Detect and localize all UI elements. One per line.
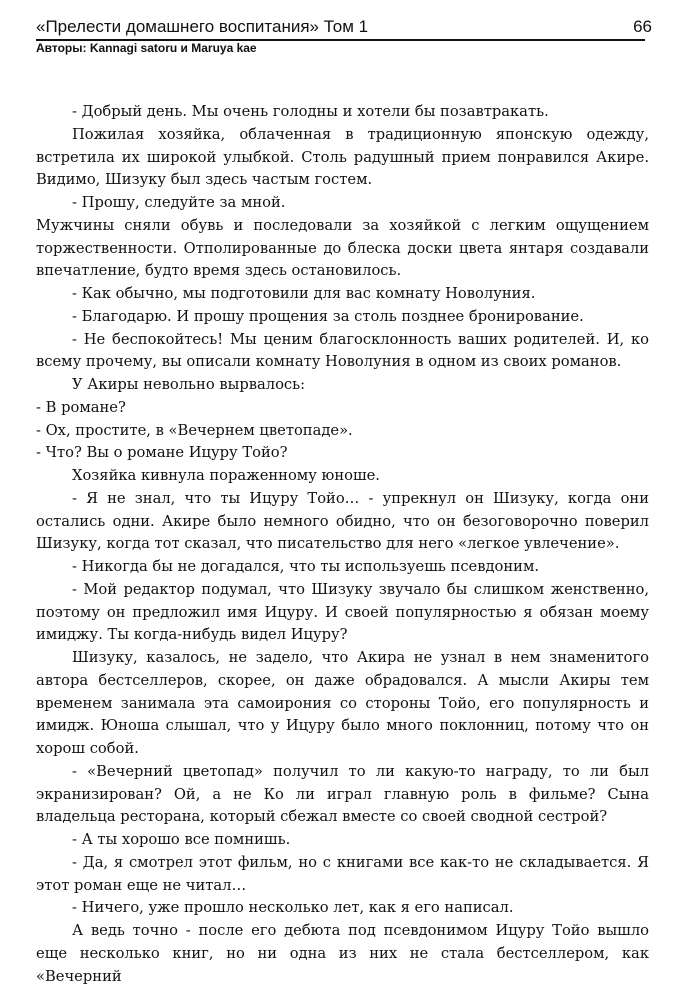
paragraph: - «Вечерний цветопад» получил то ли какую-то награду, то ли был экранизирован? Ой, а не Ко ли играл главную роль в фильме? Сына владельца ресторана, который сбежал вместе со своей сводной сестрой? xyxy=(36,762,649,826)
document-body xyxy=(36,101,649,988)
paragraph: Мужчины сняли обувь и последовали за хозяйкой с легким ощущением торжественности. Отполированные до блеска доски цвета янтаря создавали впечатление, будто время здесь остановилось. xyxy=(36,216,649,280)
page-header xyxy=(36,14,650,58)
paragraph: - Что? Вы о романе Ицуру Тойо? xyxy=(36,444,288,462)
paragraph: - Никогда бы не догадался, что ты используешь псевдоним. xyxy=(72,558,540,575)
paragraph: - Прошу, следуйте за мной. xyxy=(72,194,286,211)
paragraph: У Акиры невольно вырвалось: xyxy=(72,376,306,393)
paragraph: - Ничего, уже прошло несколько лет, как я его написал. xyxy=(72,899,514,917)
paragraph: - Мой редактор подумал, что Шизуку звучало бы слишком женственно, поэтому он предложил имя Ицуру. И своей популярностью я обязан моему имиджу. Ты когда-нибудь видел Ицуру? xyxy=(36,580,649,644)
authors-line: Авторы: Kannagi satoru и Maruya kae xyxy=(36,41,257,55)
paragraph: - Благодарю. И прошу прощения за столь позднее бронирование. xyxy=(72,307,584,325)
book-title: «Прелести домашнего воспитания» Том 1 xyxy=(36,17,369,36)
paragraph: - А ты хорошо все помнишь. xyxy=(72,831,291,848)
paragraph: - Ох, простите, в «Вечернем цветопаде». xyxy=(36,421,353,439)
page-number: 66 xyxy=(633,17,652,36)
paragraph: А ведь точно - после его дебюта под псевдонимом Ицуру Тойо вышло еще несколько книг, но ни одна из них не стала бестселлером, как «Вечерний xyxy=(36,922,649,985)
paragraph: - Как обычно, мы подготовили для вас комнату Новолуния. xyxy=(72,285,536,302)
paragraph: - В романе? xyxy=(36,398,126,416)
paragraph: Шизуку, казалось, не задело, что Акира не узнал в нем знаменитого автора бестселлеров, скорее, он даже обрадовался. А мысли Акиры тем временем занимала эта самоирония со стороны Тойо, его популярность и имидж. Юноша слышал, что у Ицуру было много поклонниц, потому что он хорош собой. xyxy=(36,649,649,757)
paragraph: Пожилая хозяйка, облаченная в традиционную японскую одежду, встретила их широкой улыбкой. Столь радушный прием понравился Акире. Видимо, Шизуку был здесь частым гостем. xyxy=(36,125,649,189)
paragraph: - Да, я смотрел этот фильм, но с книгами все как-то не складывается. Я этот роман еще не читал… xyxy=(36,853,649,894)
paragraph: Хозяйка кивнула пораженному юноше. xyxy=(72,467,380,484)
paragraph: - Я не знал, что ты Ицуру Тойо… - упрекнул он Шизуку, когда они остались одни. Акире было немного обидно, что он безоговорочно поверил Шизуку, когда тот сказал, что писательство для него «легкое увлечение». xyxy=(36,489,649,553)
paragraph: - Добрый день. Мы очень голодны и хотели бы позавтракать. xyxy=(72,103,549,120)
paragraph: - Не беспокойтесь! Мы ценим благосклонность ваших родителей. И, ко всему прочему, вы описали комнату Новолуния в одном из своих романов. xyxy=(36,330,649,371)
